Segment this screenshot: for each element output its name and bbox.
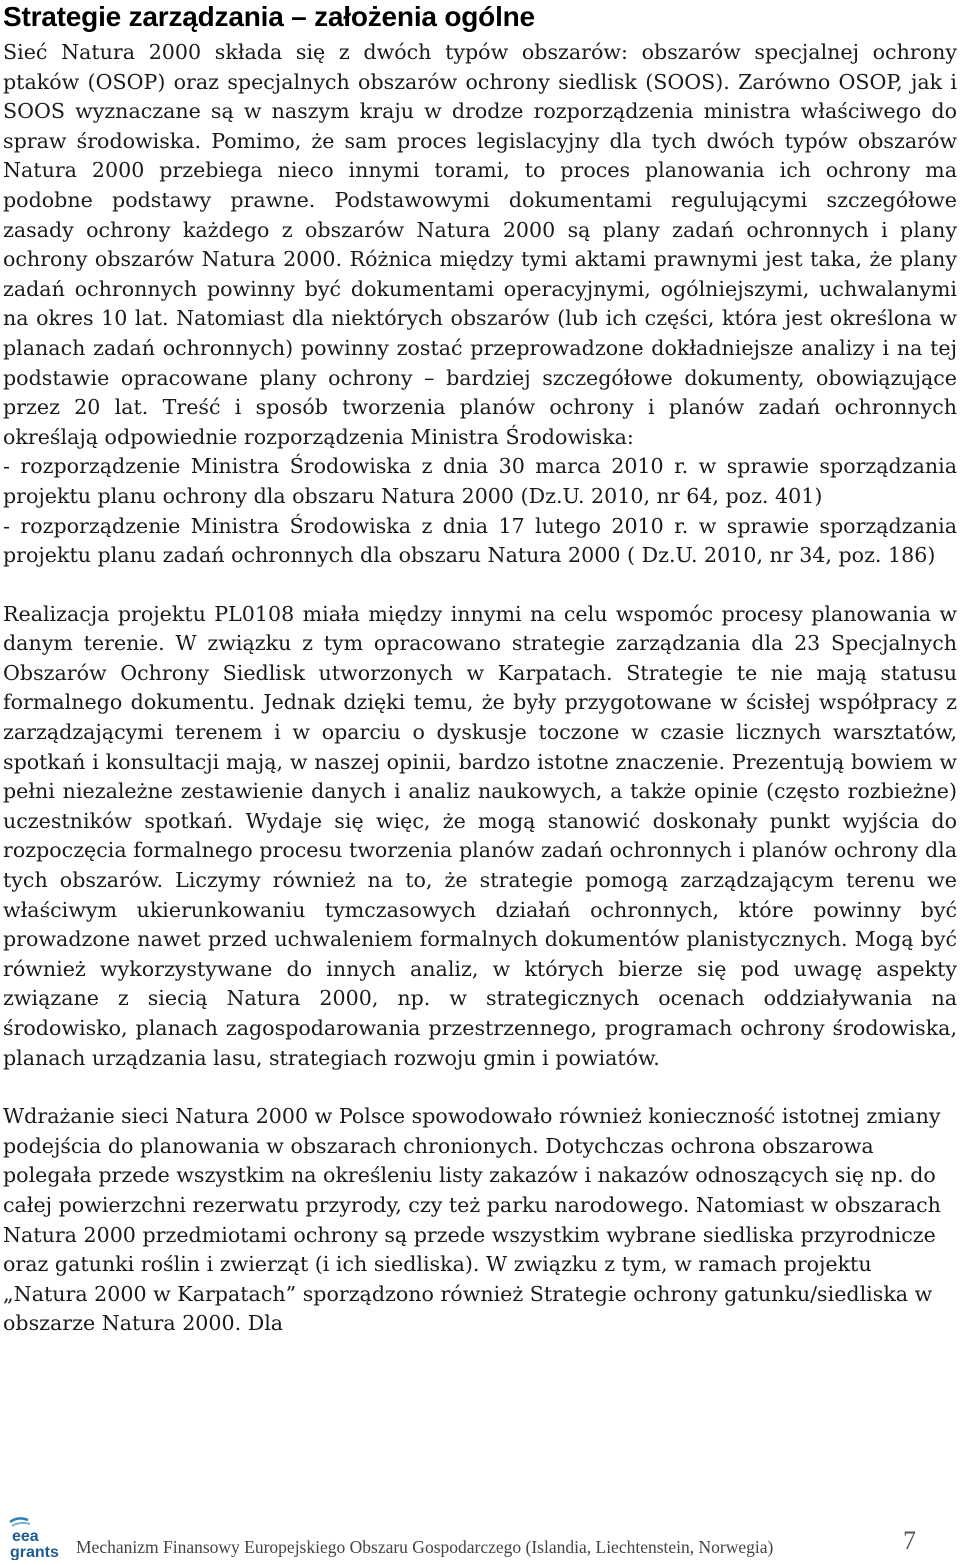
- paragraph-natura-2000-network: Sieć Natura 2000 składa się z dwóch typów obszarów: obszarów specjalnej ochrony ptaków (OSOP) oraz specjalnych obszarów ochrony siedlisk (SOOS). Zarówno OSOP, jak i SOOS wyznaczane są w naszym kraju w drodze rozporządzenia ministra właściwego do spraw środowiska. Pomimo, że sam proces legislacyjny dla tych dwóch typów obszarów Natura 2000 przebiega nieco innymi torami, to proces planowania ich ochrony ma podobne podstawy prawne. Podstawowymi dokumentami regulującymi szczegółowe zasady ochrony każdego z obszarów Natura 2000 są plany zadań ochronnych i plany ochrony obszarów Natura 2000. Różnica między tymi aktami prawnymi jest taka, że plany zadań ochronnych powinny być dokumentami operacyjnymi, ogólniejszymi, uchwalanymi na okres 10 lat. Natomiast dla niektórych obszarów (lub ich części, która jest określona w planach zadań ochronnych) powinny zostać przeprowadzone dokładniejsze analizy i na tej podstawie opracowane plany ochrony – bardziej szczegółowe dokumenty, obowiązujące przez 20 lat. Treść i sposób tworzenia planów ochrony i planów zadań ochronnych określają odpowiednie rozporządzenia Ministra Środowiska:: [3, 40, 957, 449]
- paragraph-implementation: Wdrażanie sieci Natura 2000 w Polsce spowodowało również konieczność istotnej zmiany podejścia do planowania w obszarach chronionych. Dotychczas ochrona obszarowa polegała przede wszystkim na określeniu listy zakazów i nakazów odnoszących się np. do całej powierzchni rezerwatu przyrody, czy też parku narodowego. Natomiast w obszarach Natura 2000 przedmiotami ochrony są przede wszystkim wybrane siedliska przyrodnicze oraz gatunki roślin i zwierząt (i ich siedliska). W związku z tym, w ramach projektu „Natura 2000 w Karpatach” sporządzono również Strategie ochrony gatunku/siedliska w obszarze Natura 2000. Dla: [3, 1104, 941, 1336]
- page-footer: [0, 1510, 960, 1564]
- list-item-regulation-plan-zadan: - rozporządzenie Ministra Środowiska z dnia 17 lutego 2010 r. w sprawie sporządzania projektu planu zadań ochronnych dla obszaru Natura 2000 ( Dz.U. 2010, nr 34, poz. 186): [3, 513, 957, 568]
- document-body: [3, 0, 957, 1339]
- logo-text-grants: grants: [10, 1544, 59, 1560]
- logo-text-eea: eea: [12, 1528, 39, 1545]
- page-number: 7: [903, 1526, 916, 1555]
- paragraph-project-pl0108: Realizacja projektu PL0108 miała między innymi na celu wspomóc procesy planowania w danym terenie. W związku z tym opracowano strategie zarządzania dla 23 Specjalnych Obszarów Ochrony Siedlisk utworzonych w Karpatach. Strategie te nie mają statusu formalnego dokumentu. Jednak dzięki temu, że były przygotowane w ścisłej współpracy z zarządzającymi terenem i w oparciu o dyskusje toczone w czasie licznych warsztatów, spotkań i konsultacji mają, w naszej opinii, bardzo istotne znaczenie. Prezentują bowiem w pełni niezależne zestawienie danych i analiz naukowych, a także opinie (często rozbieżne) uczestników spotkań. Wydaje się więc, że mogą stanowić doskonały punkt wyjścia do rozpoczęcia formalnego procesu tworzenia planów zadań ochronnych i planów ochrony dla tych obszarów. Liczymy również na to, że strategie pomogą zarządzającym terenu we właściwym ukierunkowaniu tymczasowych działań ochronnych, które powinny być prowadzone nawet przed uchwaleniem formalnych dokumentów planistycznych. Mogą być również wykorzystywane do innych analiz, w których bierze się pod uwagę aspekty związane z siecią Natura 2000, np. w strategicznych ocenach oddziaływania na środowisko, planach zagospodarowania przestrzennego, programach ochrony środowiska, planach urządzania lasu, strategiach rozwoju gmin i powiatów.: [3, 601, 957, 1070]
- paragraph-spacer: [3, 571, 957, 600]
- page-title: Strategie zarządzania – założenia ogólne: [3, 1, 535, 32]
- eea-grants-logo: [6, 1514, 72, 1560]
- list-item-regulation-plan-ochrony: - rozporządzenie Ministra Środowiska z dnia 30 marca 2010 r. w sprawie sporządzania projektu planu ochrony dla obszaru Natura 2000 (Dz.U. 2010, nr 64, poz. 401): [3, 454, 957, 508]
- eea-grants-logo-graphic: [6, 1514, 72, 1560]
- footer-text: Mechanizm Finansowy Europejskiego Obszaru Gospodarczego (Islandia, Liechtenstein, Norwegia): [76, 1537, 774, 1557]
- paragraph-spacer: [3, 1073, 957, 1102]
